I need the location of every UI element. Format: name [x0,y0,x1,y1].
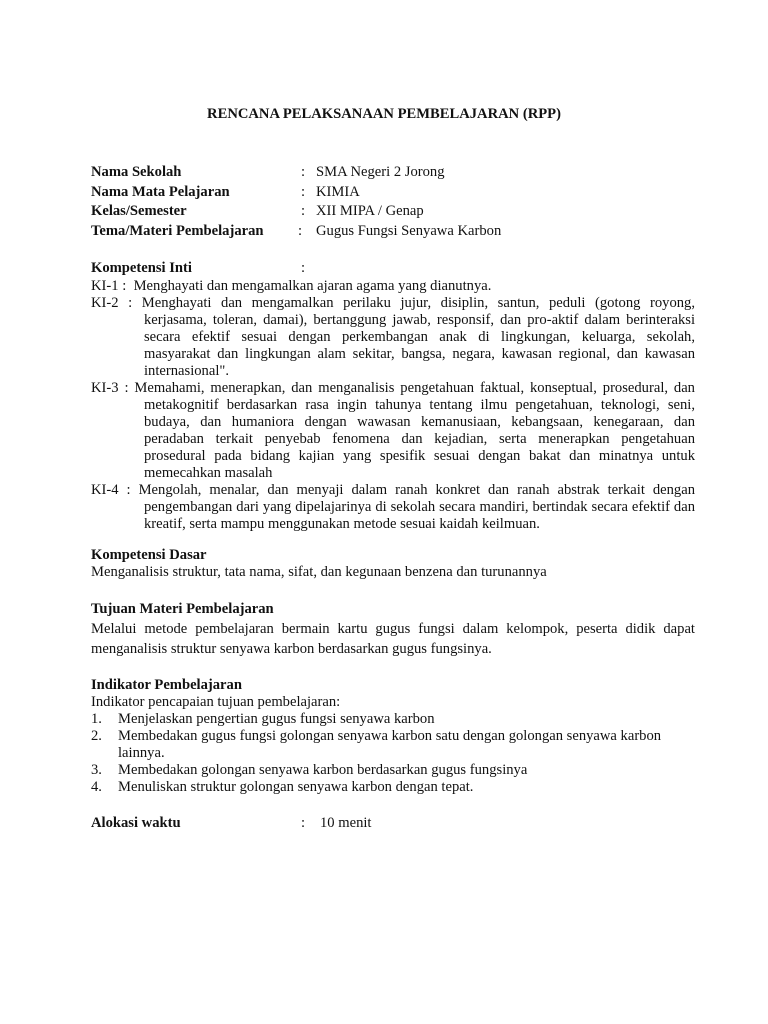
info-label: Nama Sekolah [91,164,182,180]
list-text: Menjelaskan pengertian gugus fungsi senyawa karbon [118,711,435,727]
ki-item [91,278,695,295]
tujuan-text: Melalui metode pembelajaran bermain kartu gugus fungsi dalam kelompok, peserta didik dapat menganalisis struktur senyawa karbon berdasarkan gugus fungsinya. [91,621,695,657]
list-text: Membedakan golongan senyawa karbon berdasarkan gugus fungsinya [118,762,528,778]
indikator-heading: Indikator Pembelajaran [91,677,242,693]
list-number: 1. [91,711,102,727]
list-number: 2. [91,728,102,744]
ki-code: KI-3 : [91,380,135,396]
alokasi-value: 10 menit [320,815,372,831]
kompetensi-dasar-text: Menganalisis struktur, tata nama, sifat, dan kegunaan benzena dan turunannya [91,564,547,580]
indikator-intro: Indikator pencapaian tujuan pembelajaran: [91,694,341,710]
info-value: Gugus Fungsi Senyawa Karbon [316,222,502,239]
alokasi-row [91,815,695,833]
ki-text: Menghayati dan mengamalkan perilaku jujur, disiplin, santun, peduli (gotong royong, kerjasama, toleran, damai), bertanggung jawab, responsif, dan pro-aktif dalam berinteraksi secara efektif sesuai dengan perkembangan anak di lingkungan, keluarga, sekolah, masyarakat dan lingkungan alam sekitar, bangsa, negara, kawasan regional, dan kawasan internasional". [141,295,695,379]
info-label: Nama Mata Pelajaran [91,183,230,200]
kompetensi-inti-colon: : [301,260,306,276]
list-item [91,711,695,728]
kompetensi-inti-heading: Kompetensi Inti [91,260,192,276]
info-value: XII MIPA / Genap [316,203,424,219]
ki-text: Menghayati dan mengamalkan ajaran agama yang dianutnya. [133,278,492,294]
alokasi-colon: : [301,815,306,831]
document-title: RENCANA PELAKSANAAN PEMBELAJARAN (RPP) [207,106,561,122]
tujuan-section [91,601,695,659]
list-item [91,779,695,796]
kompetensi-inti-heading-row [91,260,695,278]
list-number: 3. [91,762,102,778]
ki-list [91,278,695,533]
ki-code: KI-4 : [91,482,139,498]
kompetensi-dasar-section [91,547,695,581]
tujuan-heading: Tujuan Materi Pembelajaran [91,601,274,617]
list-number: 4. [91,779,102,795]
list-text: Menuliskan struktur golongan senyawa karbon dengan tepat. [118,779,474,795]
info-colon: : [301,164,306,180]
ki-text: Memahami, menerapkan, dan menganalisis pengetahuan faktual, konseptual, prosedural, dan metakognitif berdasarkan rasa ingin tahunya tentang ilmu pengetahuan, teknologi, seni, budaya, dan humaniora dengan wawasan kemanusiaan, kebangsaan, kenegaraan, dan peradaban terkait penyebab fenomena dan kejadian, serta menerapkan pengetahuan prosedural pada bidang kajian yang spesifik sesuai dengan bakat dan minatnya untuk memecahkan masalah [134,380,695,481]
info-value: SMA Negeri 2 Jorong [316,164,445,180]
ki-code: KI-2 : [91,295,142,311]
indikator-section [91,677,695,796]
ki-text: Mengolah, menalar, dan menyaji dalam ranah konkret dan ranah abstrak terkait dengan pengembangan dari yang dipelajarinya di sekolah secara mandiri, bertindak secara efektif dan kreatif, serta mampu menggunakan metode sesuai kaidah keilmuan. [138,482,695,532]
kompetensi-dasar-heading: Kompetensi Dasar [91,547,207,563]
info-value: KIMIA [316,183,360,200]
info-colon: : [301,203,306,219]
list-item [91,728,695,762]
info-label: Kelas/Semester [91,203,187,219]
indikator-list [91,711,695,796]
ki-item [91,380,695,482]
info-label: Tema/Materi Pembelajaran [91,222,264,239]
list-item [91,762,695,779]
info-colon: : [298,222,303,239]
ki-item [91,482,695,533]
ki-item [91,295,695,380]
list-text: Membedakan gugus fungsi golongan senyawa karbon satu dengan golongan senyawa karbon lainnya. [118,728,662,761]
alokasi-label: Alokasi waktu [91,815,181,831]
ki-code: KI-1 : [91,278,134,294]
info-colon: : [301,183,306,200]
